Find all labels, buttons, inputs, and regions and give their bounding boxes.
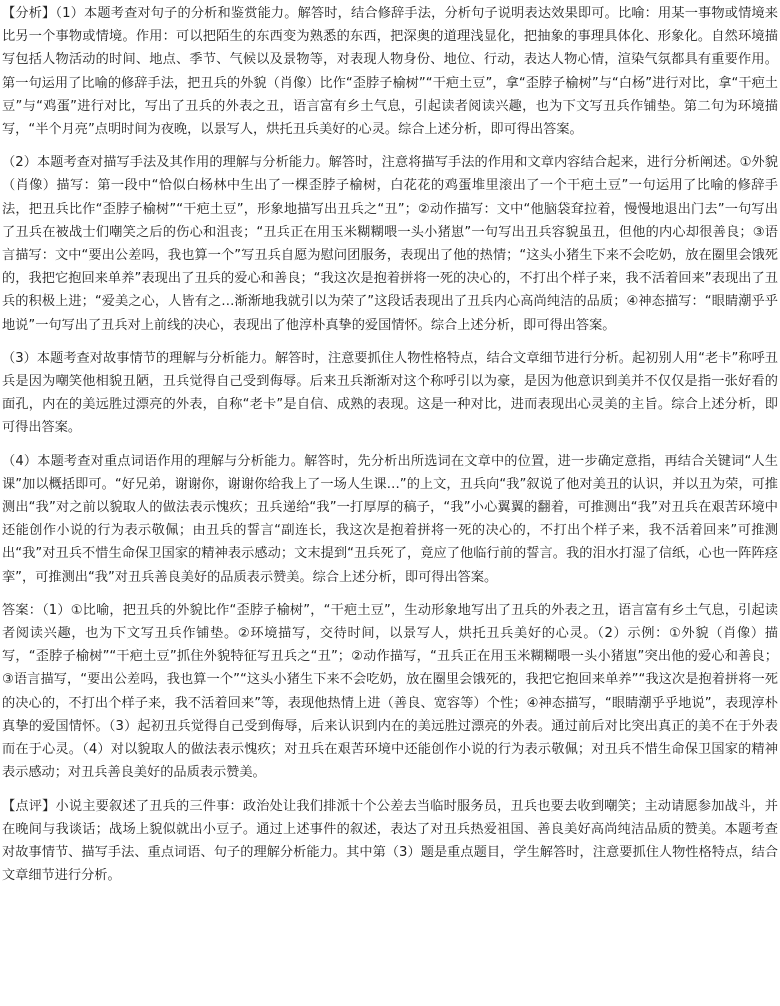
comment-paragraph: 【点评】小说主要叙述了丑兵的三件事：政治处让我们排派十个公差去当临时服务员，丑兵也要去收到嘲笑；主动请愿参加战斗，并在晚间与我谈话；战场上貌似就出小豆子。通过上述事件的叙述，表达了对丑兵热爱祖国、善良美好高尚纯洁品质的赞美。本题考查对故事情节、描写手法、重点词语、句子的理解分析能力。其中第（3）题是重点题目，学生解答时，注意要抓住人物性格特点，结合文章细节进行分析。 bbox=[2, 798, 778, 884]
answer-paragraph: 答案：（1）①比喻，把丑兵的外貌比作“歪脖子榆树”，“干疤土豆”，生动形象地写出了丑兵的外表之丑，语言富有乡土气息，引起读者阅读兴趣，也为下文写丑兵作铺垫。②环境描写，交待时间，以景写人，烘托丑兵美好的心灵。（2）示例：①外貌（肖像）描写，“歪脖子榆树”“干疤土豆”抓住外貌特征写丑兵之“丑”；②动作描写，“丑兵正在用玉米糊糊喂一头小猪崽”突出他的爱心和善良；③语言描写，“要出公差吗，我也算一个”“这头小猪生下来不会吃奶，放在圈里会饿死的，我把它抱回来单养”“我这次是抱着拼将一死的决心的，不打出个样子来，我不活着回来”等，表现他热情上进（善良、宽容等）个性；④神态描写，“眼睛潮乎乎地说”，表现淳朴真挚的爱国情怀。（3）起初丑兵觉得自己受到侮辱，后来认识到内在的美远胜过漂亮的外表。通过前后对比突出真正的美不在于外表而在于心灵。（4）对以貌取人的做法表示愧疚；对丑兵在艰苦环境中还能创作小说的行为表示敬佩；对丑兵不惜生命保卫国家的精神表示感动；对丑兵善良美好的品质表示赞美。 bbox=[2, 602, 778, 781]
analysis-paragraph-1: 【分析】（1）本题考查对句子的分析和鉴赏能力。解答时，结合修辞手法，分析句子说明表达效果即可。比喻：用某一事物或情境来比另一个事物或情境。作用：可以把陌生的东西变为熟悉的东西，把深奥的道理浅显化，把抽象的事理具体化、形象化。自然环境描写包括人物活动的时间、地点、季节、气候以及景物等，对表现人物身份、地位、行动，表达人物心情，渲染气氛都具有重要作用。第一句运用了比喻的修辞手法，把丑兵的外貌（肖像）比作“歪脖子榆树”“干疤土豆”，拿“歪脖子榆树”与“白杨”进行对比，拿“干疤土豆”与“鸡蛋”进行对比，写出了丑兵的外表之丑，语言富有乡土气息，引起读者阅读兴趣，也为下文写丑兵作铺垫。第二句为环境描写，“半个月亮”点明时间为夜晚，以景写人，烘托丑兵美好的心灵。综合上述分析，即可得出答案。 bbox=[2, 6, 778, 138]
analysis-paragraph-4: （4）本题考查对重点词语作用的理解与分析能力。解答时，先分析出所选词在文章中的位置，进一步确定意指，再结合关键词“人生课”加以概括即可。“好兄弟，谢谢你，谢谢你给我上了一场人生课…”的上文，丑兵向“我”叙说了他对美丑的认识，并以丑为荣，可推测出“我”对之前以貌取人的做法表示愧疚；丑兵递给“我”一打厚厚的稿子，“我”小心翼翼的翻着，可推测出“我”对丑兵在艰苦环境中还能创作小说的行为表示敬佩；由丑兵的誓言“副连长，我这次是抱着拼将一死的决心的，不打出个样子来，我不活着回来”可推测出“我”对丑兵不惜生命保卫国家的精神表示感动；文末提到“丑兵死了，竟应了他临行前的誓言。我的泪水打湿了信纸，心也一阵阵痉挛”，可推测出“我”对丑兵善良美好的品质表示赞美。综合上述分析，即可得出答案。 bbox=[2, 453, 778, 585]
analysis-paragraph-3: （3）本题考查对故事情节的理解与分析能力。解答时，注意要抓住人物性格特点，结合文章细节进行分析。起初别人用“老卡”称呼丑兵是因为嘲笑他相貌丑陋，丑兵觉得自己受到侮辱。后来丑兵渐渐对这个称呼引以为豪，是因为他意识到美并不仅仅是指一张好看的面孔，内在的美远胜过漂亮的外表，自称“老卡”是自信、成熟的表现。这是一种对比，进而表现出心灵美的主旨。综合上述分析，即可得出答案。 bbox=[2, 350, 778, 436]
analysis-paragraph-2: （2）本题考查对描写手法及其作用的理解与分析能力。解答时，注意将描写手法的作用和文章内容结合起来，进行分析阐述。①外貌（肖像）描写：第一段中“恰似白杨林中生出了一棵歪脖子榆树，白花花的鸡蛋堆里滚出了一个干疤土豆”一句运用了比喻的修辞手法，把丑兵比作“歪脖子榆树”“干疤土豆”，形象地描写出丑兵之“丑”；②动作描写：文中“他脑袋耷拉着，慢慢地退出门去”一句写出了丑兵在被战士们嘲笑之后的伤心和沮丧；“丑兵正在用玉米糊糊喂一头小猪崽”一句写出丑兵容貌虽丑，但他的内心却很善良；③语言描写：文中“要出公差吗，我也算一个”写丑兵自愿为慰问团服务，表现出了他的热情；“这头小猪生下来不会吃奶，放在圈里会饿死的，我把它抱回来单养”表现出了丑兵的爱心和善良；“我这次是抱着拼将一死的决心的，不打出个样子来，我不活着回来”表现出了丑兵的积极上进；“爱美之心，人皆有之…渐渐地我就引以为荣了”这段话表现出了丑兵内心高尚纯洁的品质；④神态描写：“眼睛潮乎乎地说”一句写出了丑兵对上前线的决心，表现出了他淳朴真挚的爱国情怀。综合上述分析，即可得出答案。 bbox=[2, 155, 778, 333]
